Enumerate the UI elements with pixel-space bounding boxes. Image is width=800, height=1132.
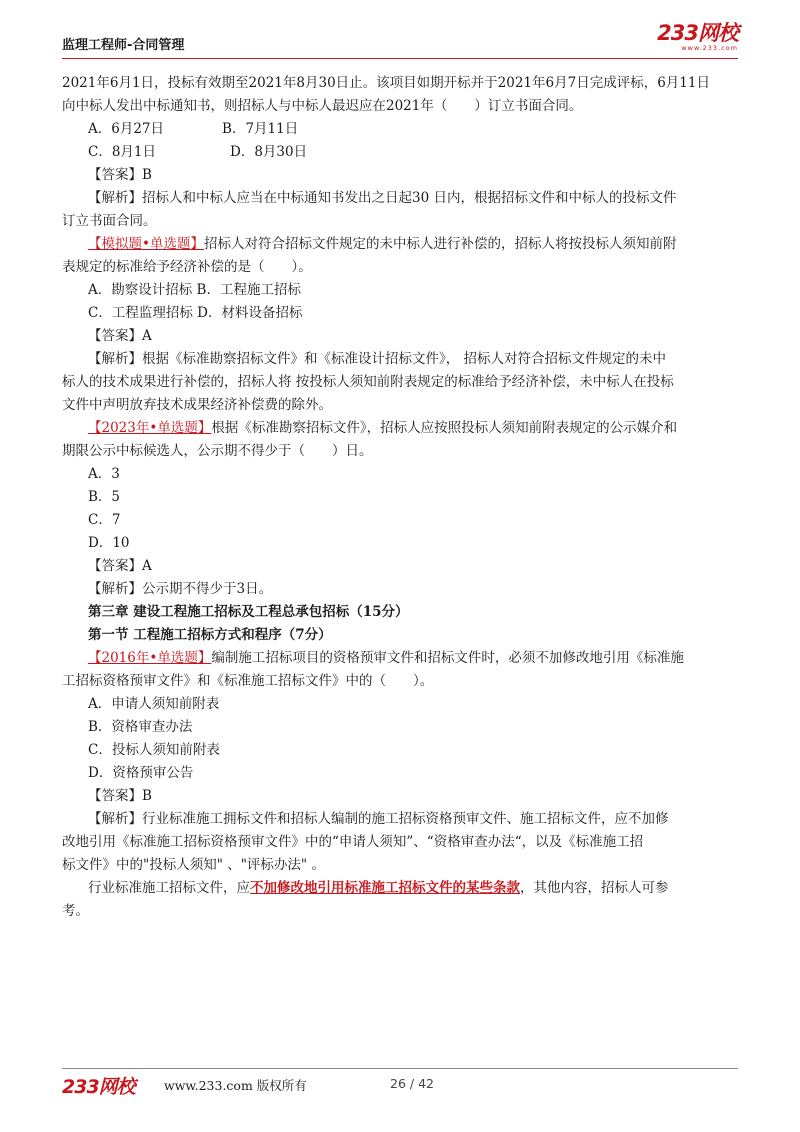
options-row <box>62 141 742 164</box>
note-text <box>62 877 742 900</box>
question-stem: 根据《标准勘察招标文件》，招标人应按照投标人须知前附表规定的公示媒介和 <box>211 420 678 436</box>
analysis-text: 行业标准施工拥标文件和招标人编制的施工招标资格预审文件、施工招标文件，应不加修 <box>142 811 669 827</box>
question-text: 期限公示中标候选人，公示期不得少于（ ）日。 <box>62 443 373 459</box>
question-stem: 编制施工招标项目的资格预审文件和招标文件时，必须不加修改地引用《标准施 <box>211 650 684 666</box>
answer: 【答案】A <box>88 328 152 344</box>
analysis-text: 公示期不得少于3日。 <box>142 581 273 597</box>
answer: 【答案】A <box>88 558 152 574</box>
analysis <box>62 578 742 601</box>
analysis-text: 标人的技术成果进行补偿的，招标人将 按投标人须知前附表规定的标准给予经济补偿，未中标人在投标 <box>62 374 674 390</box>
option-b: B．5 <box>88 489 121 505</box>
question-text <box>62 647 742 670</box>
analysis-label: 【解析】 <box>88 351 142 367</box>
option-b: B．资格审查办法 <box>88 719 193 735</box>
options-row <box>62 118 742 141</box>
option-b: B．7月11日 <box>222 121 299 137</box>
option-a: A．申请人须知前附表 <box>88 696 220 712</box>
analysis-text: 标文件》中的"投标人须知" 、"评标办法" 。 <box>62 857 325 873</box>
chapter-heading: 第三章 建设工程施工招标及工程总承包招标（15分） <box>88 604 409 620</box>
question-text <box>62 417 742 440</box>
question-tag: 【2016年•单选题】 <box>88 650 212 666</box>
analysis-text: 根据《标准勘察招标文件》和《标准设计招标文件》， 招标人对符合招标文件规定的未中 <box>142 351 667 367</box>
analysis-text: 招标人和中标人应当在中标通知书发出之日起30 日内，根据招标文件和中标人的投标文件 <box>142 190 677 206</box>
option-d: D．10 <box>88 535 130 551</box>
note-prefix: 行业标准施工招标文件，应 <box>88 880 250 896</box>
note-suffix: ，其他内容，招标人可参 <box>520 880 669 896</box>
analysis <box>62 348 742 371</box>
note-emphasis: 不加修改地引用标准施工招标文件的某些条款 <box>250 880 520 896</box>
question-text: 2021年6月1日，投标有效期至2021年8月30日止。该项目如期开标并于2021年6月7日完成评标，6月11日 <box>62 75 710 91</box>
option-d: D．资格预审公告 <box>88 765 194 781</box>
options-row: A．勘察设计招标 B．工程施工招标 <box>88 282 301 298</box>
section-heading: 第一节 工程施工招标方式和程序（7分） <box>88 627 332 643</box>
question-text: 向中标人发出中标通知书，则招标人与中标人最迟应在2021年（ ）订立书面合同。 <box>62 98 583 114</box>
brand-logo <box>657 22 738 52</box>
option-d: D．8月30日 <box>230 144 308 160</box>
question-tag: 【2023年•单选题】 <box>88 420 212 436</box>
page-footer <box>62 1072 738 1096</box>
header-title: 监理工程师-合同管理 <box>62 38 185 53</box>
option-c: C．投标人须知前附表 <box>88 742 220 758</box>
analysis-text: 文件中声明放弃技术成果经济补偿费的除外。 <box>62 397 332 413</box>
page-header <box>62 22 738 56</box>
copyright-text: www.233.com 版权所有 <box>164 1078 307 1093</box>
header-divider <box>62 58 738 59</box>
question-text <box>62 233 742 256</box>
answer: 【答案】B <box>88 167 152 183</box>
analysis-text: 订立书面合同。 <box>62 213 157 229</box>
option-c: C．7 <box>88 512 121 528</box>
option-c: C．8月1日 <box>88 144 157 160</box>
footer-logo: 233网校 <box>62 1076 135 1098</box>
analysis-label: 【解析】 <box>88 581 142 597</box>
analysis-label: 【解析】 <box>88 811 142 827</box>
question-stem: 招标人对符合招标文件规定的未中标人进行补偿的，招标人将按投标人须知前附 <box>203 236 677 252</box>
option-a: A．6月27日 <box>88 121 165 137</box>
analysis <box>62 808 742 831</box>
logo-url: www.233.com <box>681 44 738 52</box>
analysis-text: 改地引用《标准施工招标资格预审文件》中的“申请人须知”、“资格审查办法“，以及《标准施工招 <box>62 834 644 850</box>
answer: 【答案】B <box>88 788 152 804</box>
footer-divider <box>62 1068 738 1069</box>
analysis-label: 【解析】 <box>88 190 142 206</box>
option-a: A．3 <box>88 466 120 482</box>
note-text: 考。 <box>62 903 89 919</box>
options-row: C．工程监理招标 D．材料设备招标 <box>88 305 303 321</box>
page-number: 26 / 42 <box>390 1076 434 1091</box>
logo-text: 233网校 <box>657 21 738 45</box>
question-text: 表规定的标准给予经济补偿的是（ ）。 <box>62 259 312 275</box>
analysis <box>62 187 742 210</box>
document-body <box>62 72 742 923</box>
question-text: 工招标资格预审文件》和《标准施工招标文件》中的（ ）。 <box>62 673 434 689</box>
question-tag: 【模拟题•单选题】 <box>88 236 204 252</box>
